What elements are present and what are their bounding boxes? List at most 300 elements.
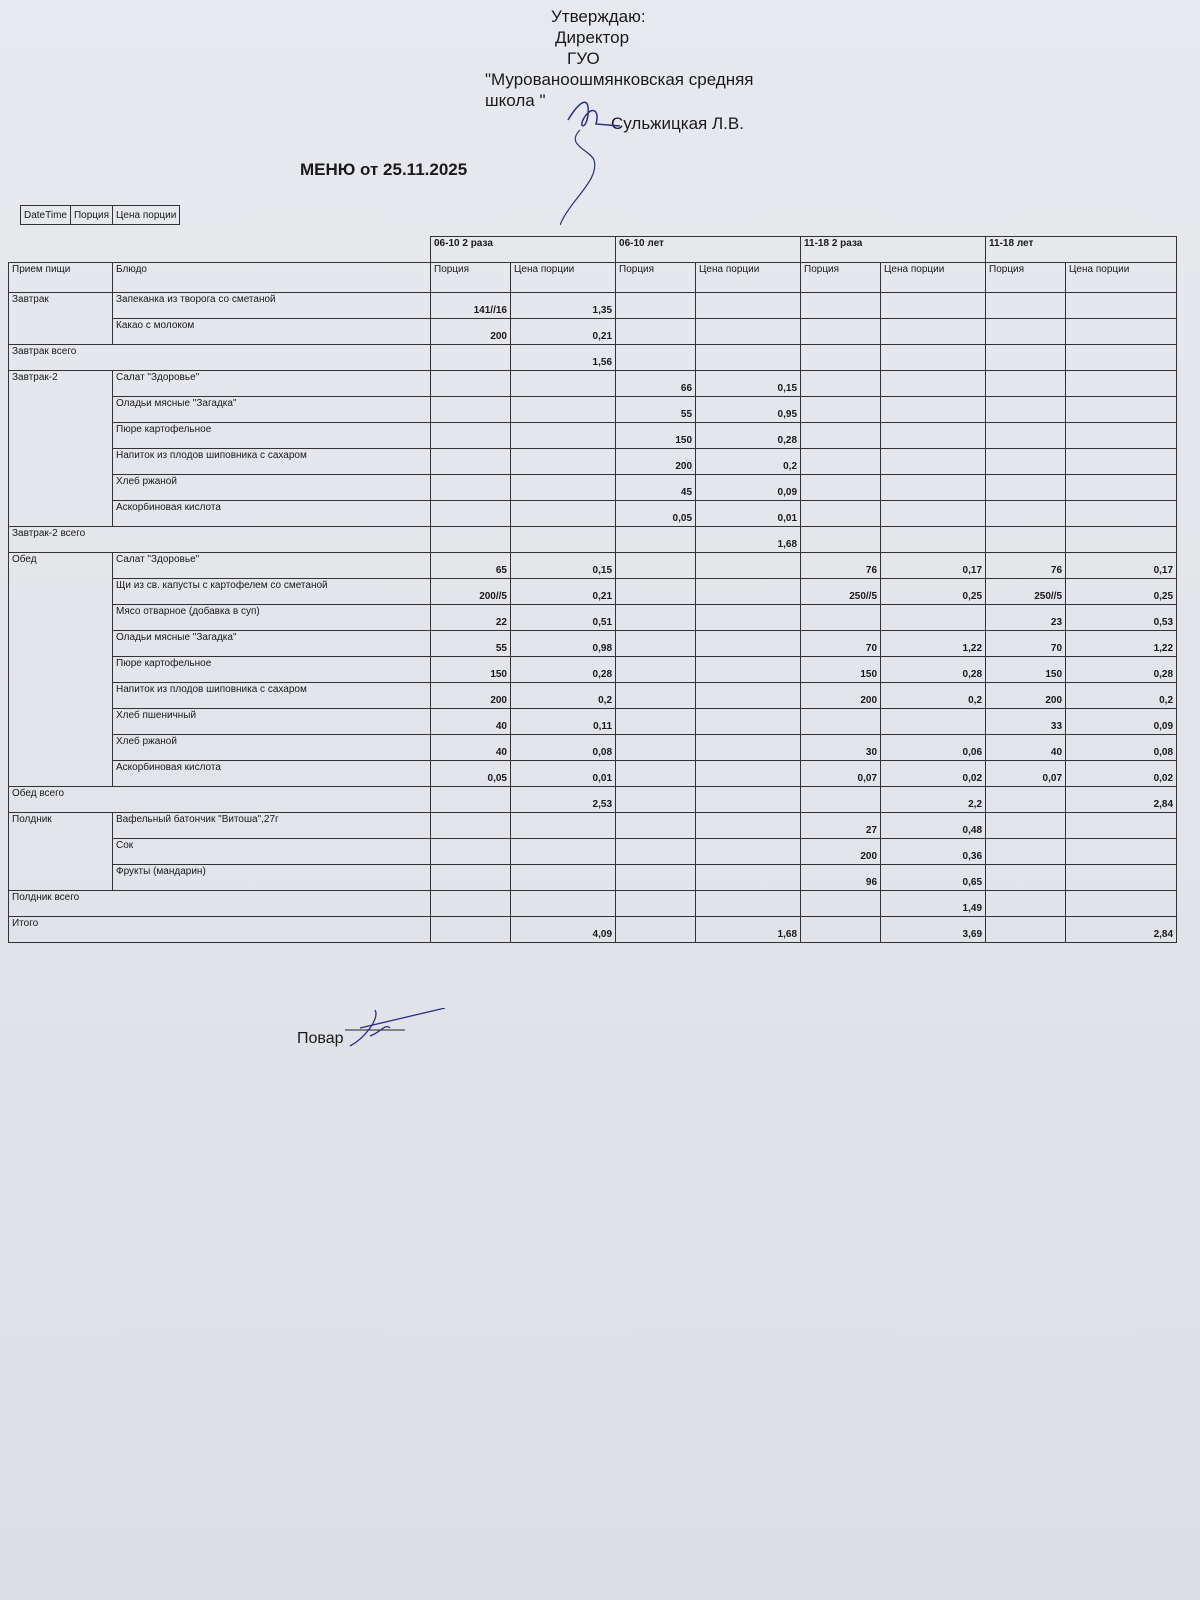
group-header: 11-18 2 раза xyxy=(801,237,986,263)
price-cell: 4,09 xyxy=(511,917,616,943)
price-cell xyxy=(1066,449,1177,475)
portion-cell xyxy=(986,423,1066,449)
meal-cell xyxy=(9,423,113,449)
portion-cell: 40 xyxy=(431,735,511,761)
price-cell: 0,25 xyxy=(881,579,986,605)
portion-cell: 200 xyxy=(431,683,511,709)
price-cell xyxy=(1066,501,1177,527)
price-cell: 0,15 xyxy=(696,371,801,397)
portion-cell xyxy=(801,917,881,943)
column-legend-table xyxy=(20,205,180,225)
price-cell: 0,51 xyxy=(511,605,616,631)
price-cell xyxy=(696,787,801,813)
price-cell: 2,2 xyxy=(881,787,986,813)
portion-cell xyxy=(986,527,1066,553)
portion-cell xyxy=(431,813,511,839)
portion-cell: 0,07 xyxy=(986,761,1066,787)
portion-cell: 76 xyxy=(986,553,1066,579)
price-cell: 1,68 xyxy=(696,527,801,553)
portion-cell xyxy=(616,891,696,917)
portion-cell xyxy=(431,865,511,891)
price-cell: 0,36 xyxy=(881,839,986,865)
price-cell: 1,68 xyxy=(696,917,801,943)
portion-cell xyxy=(801,891,881,917)
portion-cell xyxy=(431,423,511,449)
portion-cell: 40 xyxy=(431,709,511,735)
portion-cell xyxy=(986,865,1066,891)
portion-cell: 23 xyxy=(986,605,1066,631)
portion-cell xyxy=(616,787,696,813)
meal-cell: Завтрак xyxy=(9,293,113,319)
portion-cell xyxy=(801,501,881,527)
price-cell: 0,98 xyxy=(511,631,616,657)
meal-cell xyxy=(9,839,113,865)
portion-cell xyxy=(431,891,511,917)
table-row xyxy=(9,761,1177,787)
price-cell xyxy=(511,527,616,553)
meal-cell xyxy=(9,475,113,501)
price-cell: 0,2 xyxy=(696,449,801,475)
meal-cell xyxy=(9,683,113,709)
dish-cell: Напиток из плодов шиповника с сахаром xyxy=(113,683,431,709)
portion-cell xyxy=(616,631,696,657)
portion-cell: 200 xyxy=(431,319,511,345)
portion-cell xyxy=(986,501,1066,527)
portion-cell xyxy=(986,345,1066,371)
portion-cell xyxy=(616,293,696,319)
menu-table xyxy=(8,236,1177,943)
table-row xyxy=(9,839,1177,865)
price-cell: 0,65 xyxy=(881,865,986,891)
price-cell xyxy=(1066,397,1177,423)
portion-cell xyxy=(801,449,881,475)
dish-cell: Какао с молоком xyxy=(113,319,431,345)
portion-cell: 150 xyxy=(431,657,511,683)
portion-cell: 30 xyxy=(801,735,881,761)
approval-line-3: ГУО xyxy=(567,49,600,68)
portion-cell: 150 xyxy=(986,657,1066,683)
portion-cell xyxy=(616,319,696,345)
price-cell xyxy=(881,293,986,319)
table-row xyxy=(9,683,1177,709)
price-cell xyxy=(696,761,801,787)
price-cell xyxy=(881,527,986,553)
portion-cell xyxy=(986,397,1066,423)
price-cell xyxy=(1066,839,1177,865)
portion-cell xyxy=(801,345,881,371)
price-cell xyxy=(881,449,986,475)
price-cell: 0,28 xyxy=(1066,657,1177,683)
price-cell xyxy=(1066,319,1177,345)
portion-cell xyxy=(616,813,696,839)
portion-cell xyxy=(986,813,1066,839)
price-cell: 0,06 xyxy=(881,735,986,761)
dish-cell: Аскорбиновая кислота xyxy=(113,761,431,787)
price-cell: 0,08 xyxy=(1066,735,1177,761)
price-cell xyxy=(511,371,616,397)
price-cell: 0,28 xyxy=(511,657,616,683)
portion-cell: 40 xyxy=(986,735,1066,761)
header-portion: Порция xyxy=(801,263,881,293)
price-cell xyxy=(696,735,801,761)
portion-cell xyxy=(616,345,696,371)
total-label: Итого xyxy=(9,917,431,943)
portion-cell xyxy=(986,293,1066,319)
dish-cell: Салат "Здоровье" xyxy=(113,553,431,579)
portion-cell xyxy=(801,319,881,345)
approval-line-6: Сульжицкая Л.В. xyxy=(611,114,744,133)
price-cell: 0,28 xyxy=(696,423,801,449)
price-cell xyxy=(511,449,616,475)
portion-cell xyxy=(431,527,511,553)
table-row xyxy=(9,423,1177,449)
price-cell xyxy=(511,423,616,449)
header-portion: Порция xyxy=(431,263,511,293)
price-cell xyxy=(511,397,616,423)
portion-cell: 27 xyxy=(801,813,881,839)
price-cell xyxy=(1066,865,1177,891)
price-cell xyxy=(1066,813,1177,839)
price-cell: 2,53 xyxy=(511,787,616,813)
meal-cell xyxy=(9,579,113,605)
meal-cell xyxy=(9,657,113,683)
group-header: 06-10 2 раза xyxy=(431,237,616,263)
portion-cell xyxy=(431,917,511,943)
dish-cell: Хлеб ржаной xyxy=(113,475,431,501)
table-row xyxy=(9,579,1177,605)
dish-cell: Салат "Здоровье" xyxy=(113,371,431,397)
dish-cell: Щи из св. капусты с картофелем со сметаной xyxy=(113,579,431,605)
header-price: Цена порции xyxy=(881,263,986,293)
portion-cell xyxy=(616,683,696,709)
total-row xyxy=(9,917,1177,943)
portion-cell xyxy=(616,865,696,891)
portion-cell: 70 xyxy=(986,631,1066,657)
price-cell: 0,25 xyxy=(1066,579,1177,605)
dish-cell: Мясо отварное (добавка в суп) xyxy=(113,605,431,631)
price-cell xyxy=(696,345,801,371)
portion-cell: 55 xyxy=(616,397,696,423)
price-cell: 2,84 xyxy=(1066,917,1177,943)
price-cell xyxy=(881,423,986,449)
price-cell: 0,09 xyxy=(1066,709,1177,735)
meal-cell xyxy=(9,501,113,527)
price-cell xyxy=(696,319,801,345)
total-label: Завтрак-2 всего xyxy=(9,527,431,553)
price-cell xyxy=(511,475,616,501)
group-header-row xyxy=(9,237,1177,263)
price-cell: 2,84 xyxy=(1066,787,1177,813)
dish-cell: Запеканка из творога со сметаной xyxy=(113,293,431,319)
portion-cell xyxy=(616,605,696,631)
total-label: Обед всего xyxy=(9,787,431,813)
price-cell: 0,21 xyxy=(511,579,616,605)
price-cell: 0,11 xyxy=(511,709,616,735)
portion-cell xyxy=(986,371,1066,397)
portion-cell xyxy=(616,579,696,605)
group-header: 06-10 лет xyxy=(616,237,801,263)
portion-cell: 200 xyxy=(801,839,881,865)
header-price: Цена порции xyxy=(1066,263,1177,293)
dish-cell: Аскорбиновая кислота xyxy=(113,501,431,527)
portion-cell xyxy=(801,397,881,423)
portion-cell xyxy=(801,293,881,319)
header-price: Цена порции xyxy=(696,263,801,293)
price-cell xyxy=(1066,371,1177,397)
price-cell: 1,49 xyxy=(881,891,986,917)
price-cell: 1,22 xyxy=(881,631,986,657)
portion-cell xyxy=(616,917,696,943)
meal-cell: Обед xyxy=(9,553,113,579)
approval-line-5: школа " xyxy=(485,91,546,110)
price-cell xyxy=(696,579,801,605)
portion-cell xyxy=(616,735,696,761)
portion-cell xyxy=(986,839,1066,865)
price-cell xyxy=(696,865,801,891)
price-cell: 0,95 xyxy=(696,397,801,423)
portion-cell: 200 xyxy=(616,449,696,475)
approval-line-1: Утверждаю: xyxy=(551,7,646,26)
portion-cell xyxy=(986,475,1066,501)
header-portion: Порция xyxy=(986,263,1066,293)
portion-cell xyxy=(431,787,511,813)
portion-cell: 0,05 xyxy=(431,761,511,787)
page-title: МЕНЮ от 25.11.2025 xyxy=(300,160,468,179)
price-cell xyxy=(696,891,801,917)
table-row xyxy=(9,397,1177,423)
price-cell xyxy=(1066,345,1177,371)
portion-cell xyxy=(431,475,511,501)
meal-cell xyxy=(9,631,113,657)
price-cell xyxy=(696,631,801,657)
table-row xyxy=(9,865,1177,891)
price-cell xyxy=(1066,527,1177,553)
header-portion: Порция xyxy=(616,263,696,293)
meal-cell xyxy=(9,709,113,735)
price-cell xyxy=(881,501,986,527)
price-cell xyxy=(696,839,801,865)
meal-cell xyxy=(9,605,113,631)
cook-signature-icon xyxy=(345,1008,455,1053)
header-price: Цена порции xyxy=(511,263,616,293)
price-cell xyxy=(511,865,616,891)
total-label: Завтрак всего xyxy=(9,345,431,371)
price-cell: 0,02 xyxy=(1066,761,1177,787)
price-cell xyxy=(696,813,801,839)
portion-cell: 150 xyxy=(801,657,881,683)
portion-cell xyxy=(986,917,1066,943)
price-cell: 0,21 xyxy=(511,319,616,345)
meal-cell xyxy=(9,735,113,761)
header-dish: Блюдо xyxy=(113,263,431,293)
price-cell: 0,17 xyxy=(1066,553,1177,579)
portion-cell xyxy=(431,449,511,475)
portion-cell: 33 xyxy=(986,709,1066,735)
price-cell: 0,2 xyxy=(1066,683,1177,709)
total-label: Полдник всего xyxy=(9,891,431,917)
dish-cell: Оладьи мясные "Загадка" xyxy=(113,397,431,423)
price-cell xyxy=(696,657,801,683)
total-row xyxy=(9,891,1177,917)
price-cell xyxy=(696,605,801,631)
price-cell xyxy=(1066,891,1177,917)
portion-cell xyxy=(801,475,881,501)
portion-cell: 66 xyxy=(616,371,696,397)
meal-cell xyxy=(9,397,113,423)
portion-cell xyxy=(431,371,511,397)
portion-cell xyxy=(986,449,1066,475)
price-cell: 0,02 xyxy=(881,761,986,787)
portion-cell xyxy=(801,787,881,813)
header-meal: Прием пищи xyxy=(9,263,113,293)
price-cell xyxy=(696,553,801,579)
price-cell xyxy=(881,475,986,501)
portion-cell: 200//5 xyxy=(431,579,511,605)
portion-cell: 65 xyxy=(431,553,511,579)
portion-cell xyxy=(801,527,881,553)
price-cell xyxy=(511,813,616,839)
price-cell xyxy=(511,839,616,865)
price-cell: 0,2 xyxy=(881,683,986,709)
table-row xyxy=(9,631,1177,657)
portion-cell xyxy=(431,345,511,371)
director-signature-icon xyxy=(560,90,640,230)
price-cell: 0,17 xyxy=(881,553,986,579)
price-cell: 0,09 xyxy=(696,475,801,501)
portion-cell xyxy=(801,371,881,397)
price-cell xyxy=(881,397,986,423)
price-cell: 0,08 xyxy=(511,735,616,761)
portion-cell: 22 xyxy=(431,605,511,631)
approval-line-2: Директор xyxy=(555,28,630,47)
portion-cell: 200 xyxy=(801,683,881,709)
column-header-row xyxy=(9,263,1177,293)
table-row xyxy=(9,319,1177,345)
price-cell xyxy=(696,293,801,319)
price-cell: 0,28 xyxy=(881,657,986,683)
price-cell xyxy=(511,501,616,527)
portion-cell xyxy=(431,397,511,423)
legend-datetime: DateTime xyxy=(21,206,71,225)
legend-price: Цена порции xyxy=(113,206,180,225)
price-cell: 0,01 xyxy=(696,501,801,527)
table-row xyxy=(9,293,1177,319)
portion-cell xyxy=(986,319,1066,345)
price-cell: 1,35 xyxy=(511,293,616,319)
portion-cell xyxy=(616,657,696,683)
dish-cell: Пюре картофельное xyxy=(113,657,431,683)
portion-cell xyxy=(616,761,696,787)
table-row xyxy=(9,475,1177,501)
portion-cell: 76 xyxy=(801,553,881,579)
meal-cell xyxy=(9,449,113,475)
price-cell xyxy=(881,709,986,735)
dish-cell: Фрукты (мандарин) xyxy=(113,865,431,891)
price-cell xyxy=(1066,423,1177,449)
price-cell: 0,15 xyxy=(511,553,616,579)
portion-cell: 70 xyxy=(801,631,881,657)
dish-cell: Оладьи мясные "Загадка" xyxy=(113,631,431,657)
table-row xyxy=(9,709,1177,735)
table-row xyxy=(9,813,1177,839)
meal-cell xyxy=(9,865,113,891)
price-cell: 1,22 xyxy=(1066,631,1177,657)
meal-cell: Завтрак-2 xyxy=(9,371,113,397)
price-cell: 0,2 xyxy=(511,683,616,709)
table-row xyxy=(9,501,1177,527)
dish-cell: Вафельный батончик "Витоша",27г xyxy=(113,813,431,839)
price-cell xyxy=(511,891,616,917)
table-row xyxy=(9,657,1177,683)
cook-label: Повар xyxy=(297,1030,344,1047)
portion-cell: 250//5 xyxy=(986,579,1066,605)
approval-line-4: "Мурованоошмянковская средняя xyxy=(485,70,754,89)
portion-cell: 0,05 xyxy=(616,501,696,527)
price-cell: 0,53 xyxy=(1066,605,1177,631)
price-cell xyxy=(1066,475,1177,501)
portion-cell: 55 xyxy=(431,631,511,657)
price-cell: 3,69 xyxy=(881,917,986,943)
portion-cell xyxy=(616,527,696,553)
portion-cell xyxy=(801,709,881,735)
table-row xyxy=(9,371,1177,397)
portion-cell xyxy=(986,891,1066,917)
price-cell xyxy=(881,345,986,371)
dish-cell: Хлеб ржаной xyxy=(113,735,431,761)
meal-cell: Полдник xyxy=(9,813,113,839)
portion-cell: 96 xyxy=(801,865,881,891)
portion-cell xyxy=(616,839,696,865)
dish-cell: Напиток из плодов шиповника с сахаром xyxy=(113,449,431,475)
total-row xyxy=(9,345,1177,371)
portion-cell xyxy=(986,787,1066,813)
dish-cell: Пюре картофельное xyxy=(113,423,431,449)
total-row xyxy=(9,787,1177,813)
meal-cell xyxy=(9,319,113,345)
portion-cell xyxy=(431,501,511,527)
price-cell xyxy=(881,371,986,397)
portion-cell: 150 xyxy=(616,423,696,449)
price-cell xyxy=(696,683,801,709)
price-cell xyxy=(881,605,986,631)
portion-cell: 45 xyxy=(616,475,696,501)
table-row xyxy=(9,735,1177,761)
dish-cell: Хлеб пшеничный xyxy=(113,709,431,735)
portion-cell xyxy=(801,605,881,631)
portion-cell xyxy=(801,423,881,449)
portion-cell xyxy=(616,553,696,579)
table-row xyxy=(9,449,1177,475)
portion-cell: 0,07 xyxy=(801,761,881,787)
legend-portion: Порция xyxy=(70,206,112,225)
meal-cell xyxy=(9,761,113,787)
price-cell: 0,48 xyxy=(881,813,986,839)
portion-cell xyxy=(616,709,696,735)
portion-cell: 200 xyxy=(986,683,1066,709)
table-row xyxy=(9,553,1177,579)
portion-cell: 141//16 xyxy=(431,293,511,319)
price-cell xyxy=(696,709,801,735)
price-cell: 1,56 xyxy=(511,345,616,371)
price-cell xyxy=(1066,293,1177,319)
dish-cell: Сок xyxy=(113,839,431,865)
table-row xyxy=(9,605,1177,631)
portion-cell xyxy=(431,839,511,865)
group-header: 11-18 лет xyxy=(986,237,1177,263)
total-row xyxy=(9,527,1177,553)
portion-cell: 250//5 xyxy=(801,579,881,605)
price-cell xyxy=(881,319,986,345)
